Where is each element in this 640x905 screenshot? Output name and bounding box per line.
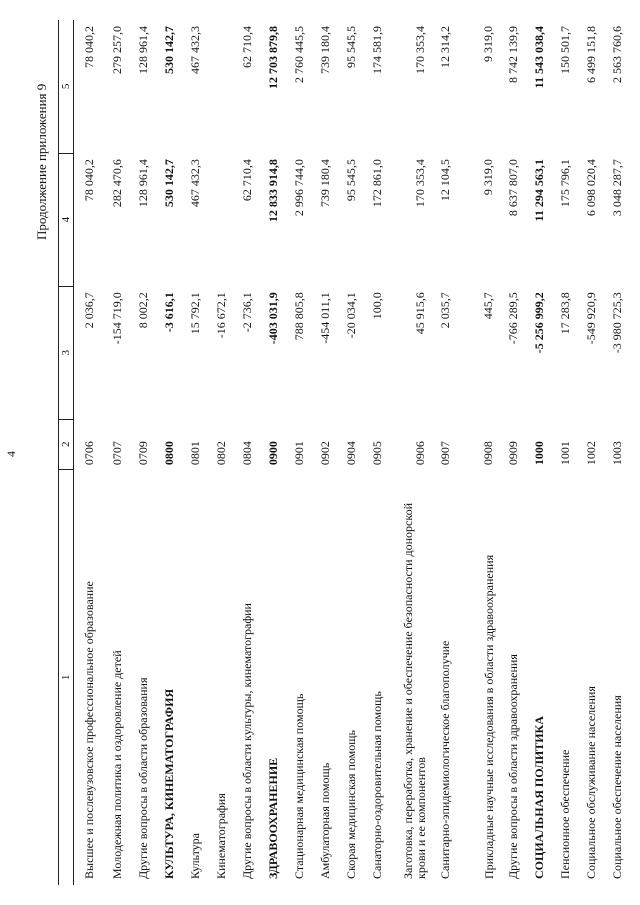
- table-row: [74, 20, 105, 885]
- row-value-col4: 175 796,1: [557, 159, 572, 208]
- row-name: СОЦИАЛЬНАЯ ПОЛИТИКА: [531, 716, 546, 879]
- row-name: Заготовка, переработка, хранение и обеспечение безопасности донорской крови и ее компонентов: [401, 502, 428, 879]
- row-value-col3: -16 672,1: [213, 292, 228, 339]
- row-name: Молодежная политика и оздоровление детей: [109, 650, 124, 879]
- table-row: [458, 20, 500, 885]
- table-row: [578, 20, 604, 885]
- row-name: ЗДРАВООХРАНЕНИЕ: [265, 757, 280, 879]
- table-row: [130, 20, 156, 885]
- row-name: КУЛЬТУРА, КИНЕМАТОГРАФИЯ: [161, 688, 176, 879]
- row-value-col4: 12 104,5: [437, 159, 452, 202]
- row-value-col5: 12 703 879,8: [265, 26, 280, 89]
- row-code: 0902: [317, 441, 332, 466]
- row-value-col4: 3 048 287,7: [609, 159, 624, 217]
- row-value-col4: 467 432,3: [187, 159, 202, 208]
- row-value-col4: 282 470,6: [109, 159, 124, 208]
- row-value-col3: -403 031,9: [265, 292, 280, 345]
- row-name: Другие вопросы в области образования: [135, 677, 150, 879]
- row-name: Другие вопросы в области культуры, кинематографии: [239, 603, 254, 879]
- row-name: Скорая медицинская помощь: [343, 730, 358, 879]
- table-row: [432, 20, 458, 885]
- table-row: [156, 20, 182, 885]
- row-value-col5: 6 499 151,8: [583, 26, 598, 83]
- row-value-col4: 11 294 563,1: [531, 159, 546, 222]
- row-value-col3: 8 002,2: [135, 292, 150, 329]
- column-header-5: 5: [59, 20, 74, 153]
- row-value-col5: 150 501,7: [557, 26, 572, 74]
- row-code: 1001: [557, 441, 572, 466]
- row-value-col5: 467 432,3: [187, 26, 202, 74]
- row-value-col5: 530 142,7: [161, 26, 176, 74]
- table-body: [74, 20, 631, 885]
- row-value-col3: 445,7: [481, 292, 495, 320]
- row-value-col3: 45 915,6: [413, 292, 427, 335]
- table-row: [338, 20, 364, 885]
- row-value-col4: 62 710,4: [239, 159, 254, 202]
- row-name: Другие вопросы в области здравоохранения: [505, 654, 520, 879]
- row-name: Социальное обеспечение населения: [609, 695, 624, 879]
- row-code: 0908: [481, 441, 495, 466]
- column-header-2: 2: [59, 419, 74, 469]
- row-value-col5: [208, 20, 234, 153]
- row-code: 1003: [609, 441, 624, 466]
- row-value-col5: 739 180,4: [317, 26, 332, 74]
- table-row: [104, 20, 130, 885]
- row-value-col3: 15 792,1: [187, 292, 202, 335]
- row-value-col4: 739 180,4: [317, 159, 332, 208]
- row-code: 0906: [413, 441, 427, 466]
- row-value-col3: -154 719,0: [109, 292, 124, 345]
- row-value-col5: 2 563 760,6: [609, 26, 624, 83]
- row-value-col3: 17 283,8: [557, 292, 572, 335]
- row-value-col3: 2 035,7: [437, 292, 452, 329]
- row-name: Прикладные научные исследования в области здравоохранения: [482, 554, 496, 879]
- row-value-col3: 100,0: [369, 292, 384, 320]
- row-value-col5: 174 581,9: [369, 26, 384, 74]
- table-row: [260, 20, 286, 885]
- row-code: 0907: [437, 441, 452, 466]
- row-value-col3: 788 805,8: [291, 292, 306, 341]
- column-header-4: 4: [59, 153, 74, 286]
- row-value-col3: 2 036,7: [81, 292, 96, 329]
- table-row: [390, 20, 432, 885]
- row-code: 1002: [583, 441, 598, 466]
- row-value-col3: -3 980 725,3: [609, 292, 624, 354]
- row-value-col4: 170 353,4: [413, 159, 427, 208]
- row-value-col3: -454 011,1: [317, 292, 332, 344]
- row-value-col3: -2 736,1: [239, 292, 254, 333]
- row-value-col4: 530 142,7: [161, 159, 176, 208]
- budget-table: [58, 20, 630, 885]
- row-code: 1000: [531, 441, 546, 466]
- table-row: [364, 20, 390, 885]
- table-row: [286, 20, 312, 885]
- row-name: Санаторно-оздоровительная помощь: [369, 691, 384, 879]
- row-value-col5: 170 353,4: [413, 26, 427, 74]
- row-value-col5: 279 257,0: [109, 26, 124, 74]
- row-value-col4: 128 961,4: [135, 159, 150, 208]
- row-code: 0800: [161, 441, 176, 466]
- row-code: 0801: [187, 441, 202, 466]
- column-header-3: 3: [59, 286, 74, 419]
- table-row: [234, 20, 260, 885]
- header-row: [59, 20, 74, 885]
- table-row: [312, 20, 338, 885]
- appendix-caption: Продолжение приложения 9: [34, 83, 49, 240]
- row-code: 0709: [135, 441, 150, 466]
- row-value-col5: 78 040,2: [81, 26, 96, 68]
- row-name: Пенсионное обеспечение: [557, 749, 572, 879]
- row-name: Амбулаторная помощь: [317, 762, 332, 879]
- row-value-col4: 8 637 807,0: [505, 159, 520, 217]
- row-value-col5: 8 742 139,9: [505, 26, 520, 83]
- table-row: [526, 20, 552, 885]
- row-code: 0707: [109, 441, 124, 466]
- row-value-col4: 9 319,0: [481, 159, 495, 196]
- row-name: Кинематография: [213, 793, 228, 879]
- row-value-col3: -5 256 999,2: [531, 292, 546, 354]
- row-value-col3: -766 289,5: [505, 292, 520, 345]
- row-code: 0904: [343, 441, 358, 466]
- row-value-col4: 6 098 020,4: [583, 159, 598, 217]
- row-name: Высшее и послевузовское профессиональное образование: [81, 581, 96, 879]
- row-code: 0802: [213, 441, 228, 466]
- row-value-col5: 95 545,5: [343, 26, 358, 68]
- row-name: Культура: [187, 833, 202, 879]
- row-value-col5: 11 543 038,4: [531, 26, 546, 89]
- row-code: 0901: [291, 441, 306, 466]
- row-value-col3: -3 616,1: [161, 292, 176, 333]
- table-row: [552, 20, 578, 885]
- row-code: 0706: [81, 441, 96, 466]
- row-value-col4: 95 545,5: [343, 159, 358, 202]
- row-value-col3: -549 920,9: [583, 292, 598, 345]
- row-value-col5: 62 710,4: [239, 26, 254, 68]
- row-name: Санитарно-эпидемиологическое благополучие: [437, 640, 452, 879]
- row-value-col5: 9 319,0: [481, 26, 495, 62]
- row-value-col4: 12 833 914,8: [265, 159, 280, 223]
- row-value-col4: [208, 153, 234, 286]
- row-code: 0905: [369, 441, 384, 466]
- row-name: Стационарная медицинская помощь: [291, 693, 306, 879]
- row-value-col4: 172 861,0: [369, 159, 384, 208]
- row-value-col4: 2 996 744,0: [291, 159, 306, 217]
- row-value-col3: -20 034,1: [343, 292, 358, 339]
- row-name: Социальное обслуживание населения: [583, 686, 598, 879]
- row-value-col4: 78 040,2: [81, 159, 96, 202]
- row-code: 0900: [265, 441, 280, 466]
- column-header-1: 1: [59, 469, 74, 885]
- table-row: [182, 20, 208, 885]
- row-value-col5: 2 760 445,5: [291, 26, 306, 83]
- table-row: [500, 20, 526, 885]
- table-row: [208, 20, 234, 885]
- row-value-col5: 128 961,4: [135, 26, 150, 74]
- row-code: 0909: [505, 441, 520, 466]
- page-number: 4: [4, 451, 18, 457]
- row-code: 0804: [239, 441, 254, 466]
- table-row: [604, 20, 630, 885]
- row-value-col5: 12 314,2: [437, 26, 452, 68]
